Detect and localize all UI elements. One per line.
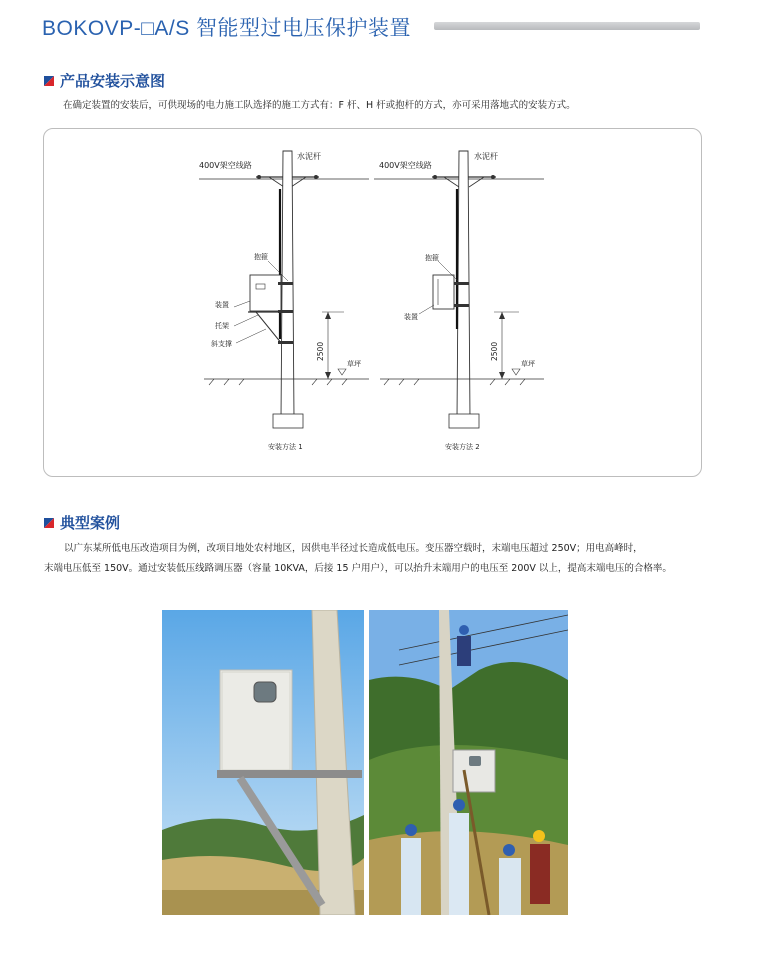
page-title: BOKOVP-□A/S 智能型过电压保护装置	[42, 17, 412, 40]
title-decoration-bar	[434, 22, 700, 30]
installation-diagram	[43, 128, 702, 477]
m1-line-label: 400V架空线路	[199, 161, 252, 170]
m2-hoop-label: 抱箍	[425, 254, 439, 262]
m1-brace-label: 斜支撑	[211, 340, 232, 348]
m1-bracket-label: 托架	[215, 322, 229, 330]
install-description: 在确定装置的安装后，可供现场的电力施工队选择的施工方式有：F 杆、H 杆或抱杆的方式，亦可采用落地式的安装方式。	[63, 100, 576, 111]
m2-caption: 安装方法 2	[445, 443, 480, 451]
section-marker-icon	[44, 76, 54, 86]
m1-height-label: 2500	[316, 341, 325, 361]
m2-device-label: 装置	[404, 313, 418, 321]
section-marker-icon	[44, 518, 54, 528]
m1-pole-label: 水泥杆	[297, 152, 321, 161]
m2-height-label: 2500	[490, 341, 499, 361]
m1-grass-label: 草坪	[347, 360, 361, 368]
method2-drawing	[374, 151, 544, 428]
workers-installing-photo	[369, 610, 568, 915]
case-text-line1: 以广东某所低电压改造项目为例，改项目地处农村地区，因供电半径过长造成低电压。变压器空载时，末端电压超过 250V；用电高峰时，	[64, 543, 643, 554]
m2-grass-label: 草坪	[521, 360, 535, 368]
section-install-title: 产品安装示意图	[60, 72, 166, 90]
m1-caption: 安装方法 1	[268, 443, 303, 451]
m2-pole-label: 水泥杆	[474, 152, 498, 161]
method1-drawing	[199, 151, 369, 428]
m2-line-label: 400V架空线路	[379, 161, 432, 170]
m1-hoop-label: 抱箍	[254, 253, 268, 261]
installed-regulator-photo	[162, 610, 364, 915]
m1-device-label: 装置	[215, 301, 229, 309]
case-text-line2: 末端电压低至 150V。通过安装低压线路调压器（容量 10KVA，后接 15 户用户），可以抬升末端用户的电压至 200V 以上，提高末端电压的合格率。	[44, 563, 672, 574]
section-case-title: 典型案例	[60, 514, 121, 532]
section-case-header	[44, 512, 120, 533]
section-install-header	[44, 70, 165, 91]
